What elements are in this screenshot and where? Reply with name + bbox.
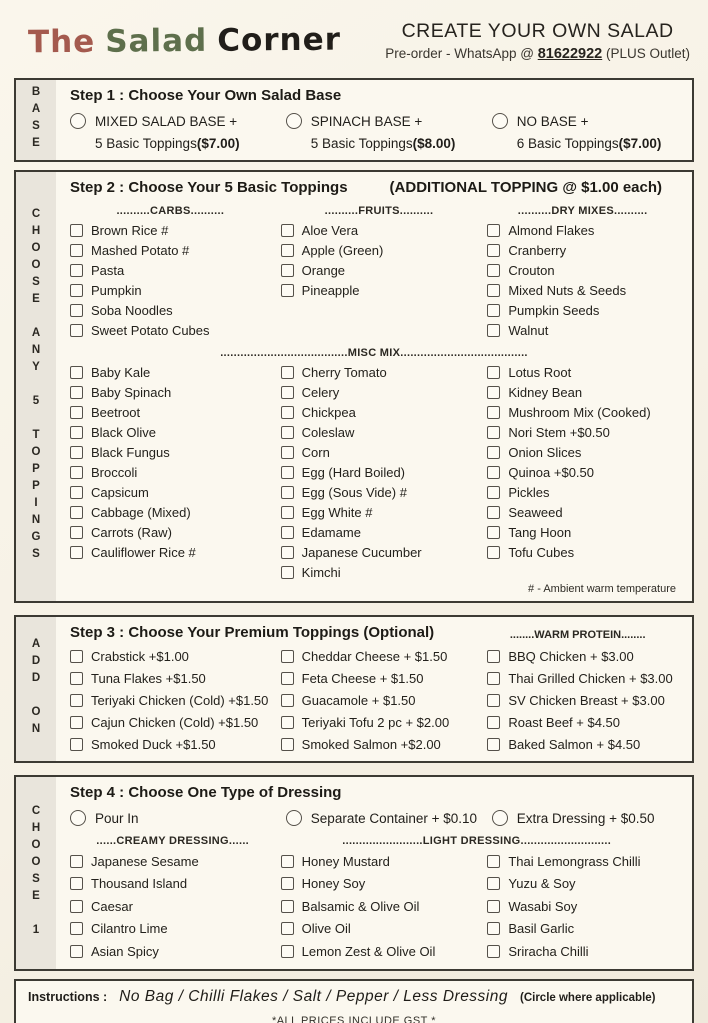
topping-label: Celery (301, 384, 340, 400)
premium-topping-label: Tuna Flakes +$1.50 (91, 670, 206, 686)
base-option (286, 110, 482, 154)
serving-option-radio[interactable] (286, 810, 302, 826)
premium-topping-checkbox[interactable] (487, 672, 500, 685)
premium-topping-label: Teriyaki Chicken (Cold) +$1.50 (91, 692, 269, 708)
premium-topping-checkbox[interactable] (70, 650, 83, 663)
topping-item (281, 382, 478, 402)
topping-item (70, 402, 271, 422)
premium-topping-item (281, 667, 478, 689)
topping-checkbox[interactable] (281, 244, 294, 257)
base-option-detail: 6 Basic Toppings (516, 135, 619, 151)
base-option-price: ($7.00) (618, 135, 662, 151)
premium-topping-item (487, 645, 678, 667)
dressing-item (70, 918, 271, 941)
preorder-line (385, 46, 690, 62)
premium-topping-label: Guacamole + $1.50 (301, 692, 416, 708)
premium-topping-checkbox[interactable] (281, 694, 294, 707)
topping-checkbox[interactable] (487, 446, 500, 459)
premium-topping-item (281, 645, 478, 667)
topping-label: Tang Hoon (508, 524, 572, 540)
premium-topping-label: SV Chicken Breast + $3.00 (508, 692, 665, 708)
topping-label: Edamame (301, 524, 361, 540)
topping-item (70, 522, 271, 542)
topping-label: Nori Stem +$0.50 (508, 424, 610, 440)
topping-item (487, 240, 678, 260)
topping-label: Capsicum (91, 484, 149, 500)
topping-checkbox[interactable] (70, 486, 83, 499)
logo-word-the: The (27, 23, 96, 61)
premium-topping-item (487, 689, 678, 711)
logo-word-corner: Corner (217, 21, 342, 59)
premium-topping-item (487, 733, 678, 755)
dressing-label: Wasabi Soy (508, 898, 578, 914)
topping-item (281, 240, 478, 260)
premium-topping-item (70, 645, 271, 667)
topping-item (281, 522, 478, 542)
topping-item (70, 320, 271, 340)
premium-topping-checkbox[interactable] (281, 650, 294, 663)
topping-item (281, 422, 478, 442)
topping-item (487, 260, 678, 280)
topping-item (70, 502, 271, 522)
dressing-item (281, 850, 478, 873)
topping-checkbox[interactable] (487, 244, 500, 257)
topping-label: Apple (Green) (301, 242, 384, 258)
topping-checkbox[interactable] (70, 446, 83, 459)
base-option-price: ($8.00) (412, 135, 456, 151)
dressing-label: Thai Lemongrass Chilli (508, 853, 641, 869)
warm-protein-header: ........WARM PROTEIN........ (509, 629, 646, 641)
topping-label: Pineapple (301, 282, 360, 298)
topping-label: Pickles (508, 484, 550, 500)
dressing-item (281, 873, 478, 896)
logo-word-salad: Salad (105, 22, 208, 60)
topping-checkbox[interactable] (281, 264, 294, 277)
premium-topping-label: Baked Salmon + $4.50 (508, 736, 641, 752)
topping-item (70, 220, 271, 240)
dressing-item (70, 850, 271, 873)
topping-label: Cranberry (508, 242, 567, 258)
step4-sidebar (16, 777, 56, 969)
topping-label: Black Fungus (91, 444, 170, 460)
topping-checkbox[interactable] (70, 426, 83, 439)
topping-label: Quinoa +$0.50 (508, 464, 594, 480)
dressing-label: Honey Mustard (301, 853, 390, 869)
topping-label: Egg (Sous Vide) # (301, 484, 407, 500)
circle-where-applicable-note: (Circle where applicable) (520, 991, 656, 1004)
topping-checkbox[interactable] (487, 224, 500, 237)
base-option-radio[interactable] (70, 113, 86, 129)
base-option (492, 110, 678, 154)
serving-option (492, 806, 678, 830)
creamy-dressing-header: ......CREAMY DRESSING...... (96, 835, 250, 847)
premium-topping-label: Smoked Salmon +$2.00 (301, 736, 441, 752)
premium-topping-item (70, 667, 271, 689)
topping-checkbox[interactable] (487, 366, 500, 379)
topping-label: Kidney Bean (508, 384, 583, 400)
dressing-item (281, 940, 478, 963)
dressing-label: Yuzu & Soy (508, 876, 576, 892)
step3-sidebar-label: ADD ON (30, 638, 42, 740)
topping-label: Baby Kale (91, 364, 151, 380)
dressing-label: Asian Spicy (91, 943, 159, 959)
premium-topping-checkbox[interactable] (281, 738, 294, 751)
dressing-checkbox[interactable] (487, 855, 500, 868)
premium-topping-checkbox[interactable] (70, 672, 83, 685)
premium-topping-label: Cheddar Cheese + $1.50 (301, 648, 448, 664)
dressing-checkbox[interactable] (70, 900, 83, 913)
topping-checkbox[interactable] (281, 406, 294, 419)
light-dressing-header: ........................LIGHT DRESSING........................... (342, 835, 612, 847)
premium-topping-label: Cajun Chicken (Cold) +$1.50 (91, 714, 259, 730)
premium-topping-checkbox[interactable] (70, 738, 83, 751)
topping-checkbox[interactable] (281, 284, 294, 297)
topping-checkbox[interactable] (70, 506, 83, 519)
topping-item (487, 320, 678, 340)
premium-topping-label: Teriyaki Tofu 2 pc + $2.00 (301, 714, 450, 730)
serving-option-radio[interactable] (70, 810, 86, 826)
topping-label: Orange (301, 262, 346, 278)
serving-option (286, 806, 482, 830)
premium-topping-label: Feta Cheese + $1.50 (301, 670, 424, 686)
topping-item (281, 260, 478, 280)
dressing-label: Basil Garlic (508, 921, 575, 937)
base-option-detail: 5 Basic Toppings (95, 135, 197, 151)
topping-item (281, 542, 478, 562)
topping-item (70, 240, 271, 260)
topping-label: Baby Spinach (91, 384, 172, 400)
dressing-checkbox[interactable] (487, 877, 500, 890)
dressing-label: Caesar (91, 898, 133, 914)
step3-section (14, 615, 694, 763)
premium-topping-checkbox[interactable] (487, 650, 500, 663)
topping-item (281, 462, 478, 482)
topping-label: Almond Flakes (508, 222, 595, 238)
phone-number: 81622922 (537, 46, 603, 62)
topping-label: Egg White # (301, 504, 373, 520)
topping-checkbox[interactable] (281, 426, 294, 439)
serving-option-label: Extra Dressing + $0.50 (516, 810, 655, 826)
dressing-item (281, 918, 478, 941)
dressing-item (70, 873, 271, 896)
dressing-label: Thousand Island (91, 876, 188, 892)
step2-section (14, 170, 694, 603)
topping-checkbox[interactable] (281, 546, 294, 559)
topping-item (487, 462, 678, 482)
ambient-temperature-footnote: # - Ambient warm temperature (528, 583, 676, 595)
preorder-prefix: Pre-order - WhatsApp @ (385, 46, 538, 61)
premium-topping-item (487, 667, 678, 689)
topping-checkbox[interactable] (487, 426, 500, 439)
premium-topping-label: BBQ Chicken + $3.00 (508, 648, 634, 664)
topping-item (70, 422, 271, 442)
step2-additional-note: (ADDITIONAL TOPPING @ $1.00 each) (389, 179, 663, 196)
topping-item (70, 362, 271, 382)
topping-checkbox[interactable] (487, 526, 500, 539)
step2-title: Step 2 : Choose Your 5 Basic Toppings (70, 179, 348, 196)
premium-topping-checkbox[interactable] (70, 694, 83, 707)
topping-item (70, 542, 271, 562)
dressing-item (487, 940, 678, 963)
topping-item (70, 482, 271, 502)
topping-label: Coleslaw (301, 424, 355, 440)
premium-topping-item (281, 689, 478, 711)
premium-topping-checkbox[interactable] (281, 672, 294, 685)
dressing-checkbox[interactable] (70, 855, 83, 868)
topping-item (487, 502, 678, 522)
serving-option-label: Separate Container + $0.10 (310, 810, 478, 826)
topping-checkbox[interactable] (487, 506, 500, 519)
topping-item (487, 220, 678, 240)
dressing-item (70, 895, 271, 918)
topping-checkbox[interactable] (487, 284, 500, 297)
topping-label: Mixed Nuts & Seeds (508, 282, 627, 298)
header-right (385, 20, 692, 62)
base-option-name: MIXED SALAD BASE + (95, 113, 238, 129)
topping-label: Mashed Potato # (91, 242, 190, 258)
topping-checkbox[interactable] (487, 324, 500, 337)
topping-label: Cherry Tomato (301, 364, 387, 380)
topping-label: Sweet Potato Cubes (91, 322, 210, 338)
dressing-checkbox[interactable] (281, 945, 294, 958)
topping-checkbox[interactable] (281, 466, 294, 479)
premium-topping-label: Thai Grilled Chicken + $3.00 (508, 670, 673, 686)
premium-topping-item (281, 733, 478, 755)
topping-checkbox[interactable] (70, 526, 83, 539)
dressing-item (487, 918, 678, 941)
dressing-checkbox[interactable] (70, 945, 83, 958)
topping-checkbox[interactable] (70, 546, 83, 559)
premium-topping-checkbox[interactable] (281, 716, 294, 729)
instructions-label: Instructions : (28, 989, 108, 1004)
dressing-checkbox[interactable] (281, 855, 294, 868)
topping-checkbox[interactable] (487, 486, 500, 499)
dressing-label: Olive Oil (301, 921, 351, 937)
topping-item (281, 442, 478, 462)
topping-checkbox[interactable] (487, 406, 500, 419)
topping-item (487, 522, 678, 542)
premium-topping-label: Smoked Duck +$1.50 (91, 736, 216, 752)
topping-item (487, 382, 678, 402)
topping-checkbox[interactable] (70, 264, 83, 277)
topping-checkbox[interactable] (70, 324, 83, 337)
topping-item (281, 362, 478, 382)
topping-item (70, 462, 271, 482)
base-option-radio[interactable] (286, 113, 302, 129)
premium-topping-checkbox[interactable] (70, 716, 83, 729)
topping-checkbox[interactable] (281, 486, 294, 499)
topping-checkbox[interactable] (70, 366, 83, 379)
topping-label: Pumpkin Seeds (508, 302, 600, 318)
dressing-item (281, 895, 478, 918)
topping-label: Onion Slices (508, 444, 582, 460)
topping-item (487, 280, 678, 300)
carbs-header: ..........CARBS.......... (116, 205, 225, 217)
step1-sidebar (16, 80, 56, 160)
step3-sidebar (16, 617, 56, 761)
premium-topping-item (70, 689, 271, 711)
step1-sidebar-label: BASE (30, 86, 42, 154)
topping-item (281, 562, 478, 582)
dressing-checkbox[interactable] (281, 922, 294, 935)
topping-item (70, 442, 271, 462)
dressing-checkbox[interactable] (487, 900, 500, 913)
dressing-checkbox[interactable] (70, 877, 83, 890)
topping-item (70, 382, 271, 402)
base-option-detail: 5 Basic Toppings (310, 135, 413, 151)
topping-item (487, 482, 678, 502)
topping-checkbox[interactable] (281, 506, 294, 519)
topping-label: Carrots (Raw) (91, 524, 172, 540)
form-title: CREATE YOUR OWN SALAD (401, 20, 674, 42)
topping-label: Soba Noodles (91, 302, 173, 318)
dressing-label: Japanese Sesame (91, 853, 199, 869)
dressing-label: Balsamic & Olive Oil (301, 898, 420, 914)
topping-item (70, 280, 271, 300)
dressing-item (487, 850, 678, 873)
topping-item (487, 542, 678, 562)
topping-checkbox[interactable] (487, 546, 500, 559)
topping-item (487, 362, 678, 382)
topping-checkbox[interactable] (70, 244, 83, 257)
serving-option (70, 806, 276, 830)
premium-topping-item (281, 711, 478, 733)
topping-checkbox[interactable] (281, 386, 294, 399)
step2-sidebar-label: CHOOSE ANY 5 TOPPINGS (30, 208, 42, 565)
base-option-radio[interactable] (492, 113, 508, 129)
topping-label: Black Olive (91, 424, 157, 440)
step1-title: Step 1 : Choose Your Own Salad Base (70, 87, 342, 104)
topping-item (281, 502, 478, 522)
premium-topping-label: Roast Beef + $4.50 (508, 714, 621, 730)
topping-label: Egg (Hard Boiled) (301, 464, 405, 480)
premium-topping-checkbox[interactable] (487, 716, 500, 729)
gst-note: *ALL PRICES INCLUDE GST * (271, 1014, 437, 1023)
topping-item (281, 402, 478, 422)
topping-label: Aloe Vera (301, 222, 359, 238)
dressing-item (487, 873, 678, 896)
dressing-checkbox[interactable] (281, 877, 294, 890)
topping-label: Brown Rice # (91, 222, 169, 238)
topping-label: Beetroot (91, 404, 141, 420)
step2-sidebar (16, 172, 56, 601)
topping-label: Chickpea (301, 404, 356, 420)
dressing-item (70, 940, 271, 963)
dressing-checkbox[interactable] (487, 945, 500, 958)
topping-checkbox[interactable] (487, 386, 500, 399)
base-option-price: ($7.00) (196, 135, 240, 151)
dressing-label: Sriracha Chilli (508, 943, 589, 959)
topping-checkbox[interactable] (281, 526, 294, 539)
topping-checkbox[interactable] (70, 386, 83, 399)
topping-item (281, 280, 478, 300)
base-option (70, 110, 276, 154)
topping-label: Kimchi (301, 564, 341, 580)
misc-mix-header: ......................................MISC MIX...................................... (220, 347, 528, 359)
topping-checkbox[interactable] (70, 304, 83, 317)
step4-section (14, 775, 694, 971)
topping-item (70, 300, 271, 320)
dressing-label: Cilantro Lime (91, 921, 168, 937)
brand-logo (28, 22, 341, 61)
premium-topping-item (70, 733, 271, 755)
topping-label: Crouton (508, 262, 555, 278)
fruits-header: ..........FRUITS.......... (324, 205, 434, 217)
topping-checkbox[interactable] (281, 446, 294, 459)
step4-sidebar-label: CHOOSE 1 (30, 804, 42, 941)
topping-label: Japanese Cucumber (301, 544, 422, 560)
topping-item (70, 260, 271, 280)
topping-label: Pasta (91, 262, 125, 278)
dressing-item (487, 895, 678, 918)
topping-label: Lotus Root (508, 364, 572, 380)
dressing-checkbox[interactable] (70, 922, 83, 935)
topping-checkbox[interactable] (70, 224, 83, 237)
base-option-name: NO BASE + (516, 113, 589, 129)
dressing-checkbox[interactable] (281, 900, 294, 913)
dry-mixes-header: ..........DRY MIXES.......... (517, 205, 648, 217)
instructions-options: No Bag / Chilli Flakes / Salt / Pepper / Less Dressing (119, 987, 508, 1005)
topping-checkbox[interactable] (281, 366, 294, 379)
topping-label: Cauliflower Rice # (91, 544, 196, 560)
topping-checkbox[interactable] (281, 224, 294, 237)
topping-item (281, 220, 478, 240)
topping-label: Tofu Cubes (508, 544, 575, 560)
preorder-suffix: (PLUS Outlet) (602, 46, 690, 61)
topping-label: Mushroom Mix (Cooked) (508, 404, 651, 420)
premium-topping-item (487, 711, 678, 733)
dressing-label: Honey Soy (301, 876, 366, 892)
header (0, 6, 708, 78)
topping-checkbox[interactable] (487, 466, 500, 479)
base-option-name: SPINACH BASE + (310, 113, 423, 129)
topping-item (487, 422, 678, 442)
topping-label: Cabbage (Mixed) (91, 504, 191, 520)
topping-label: Corn (301, 444, 330, 460)
topping-label: Seaweed (508, 504, 563, 520)
premium-topping-checkbox[interactable] (487, 738, 500, 751)
topping-item (487, 402, 678, 422)
topping-checkbox[interactable] (70, 466, 83, 479)
topping-checkbox[interactable] (487, 304, 500, 317)
topping-item (487, 442, 678, 462)
instructions-section (14, 979, 694, 1023)
premium-topping-item (70, 711, 271, 733)
serving-option-radio[interactable] (492, 810, 508, 826)
topping-label: Walnut (508, 322, 549, 338)
serving-option-label: Pour In (95, 810, 139, 826)
premium-topping-label: Crabstick +$1.00 (91, 648, 189, 664)
topping-item (487, 300, 678, 320)
dressing-checkbox[interactable] (487, 922, 500, 935)
step1-section (14, 78, 694, 162)
topping-item (281, 482, 478, 502)
topping-checkbox[interactable] (487, 264, 500, 277)
topping-label: Pumpkin (91, 282, 142, 298)
topping-checkbox[interactable] (281, 566, 294, 579)
topping-label: Broccoli (91, 464, 138, 480)
premium-topping-checkbox[interactable] (487, 694, 500, 707)
step3-title: Step 3 : Choose Your Premium Toppings (Optional) (70, 624, 435, 641)
dressing-label: Lemon Zest & Olive Oil (301, 943, 436, 959)
topping-checkbox[interactable] (70, 284, 83, 297)
topping-checkbox[interactable] (70, 406, 83, 419)
step4-title: Step 4 : Choose One Type of Dressing (70, 784, 342, 801)
